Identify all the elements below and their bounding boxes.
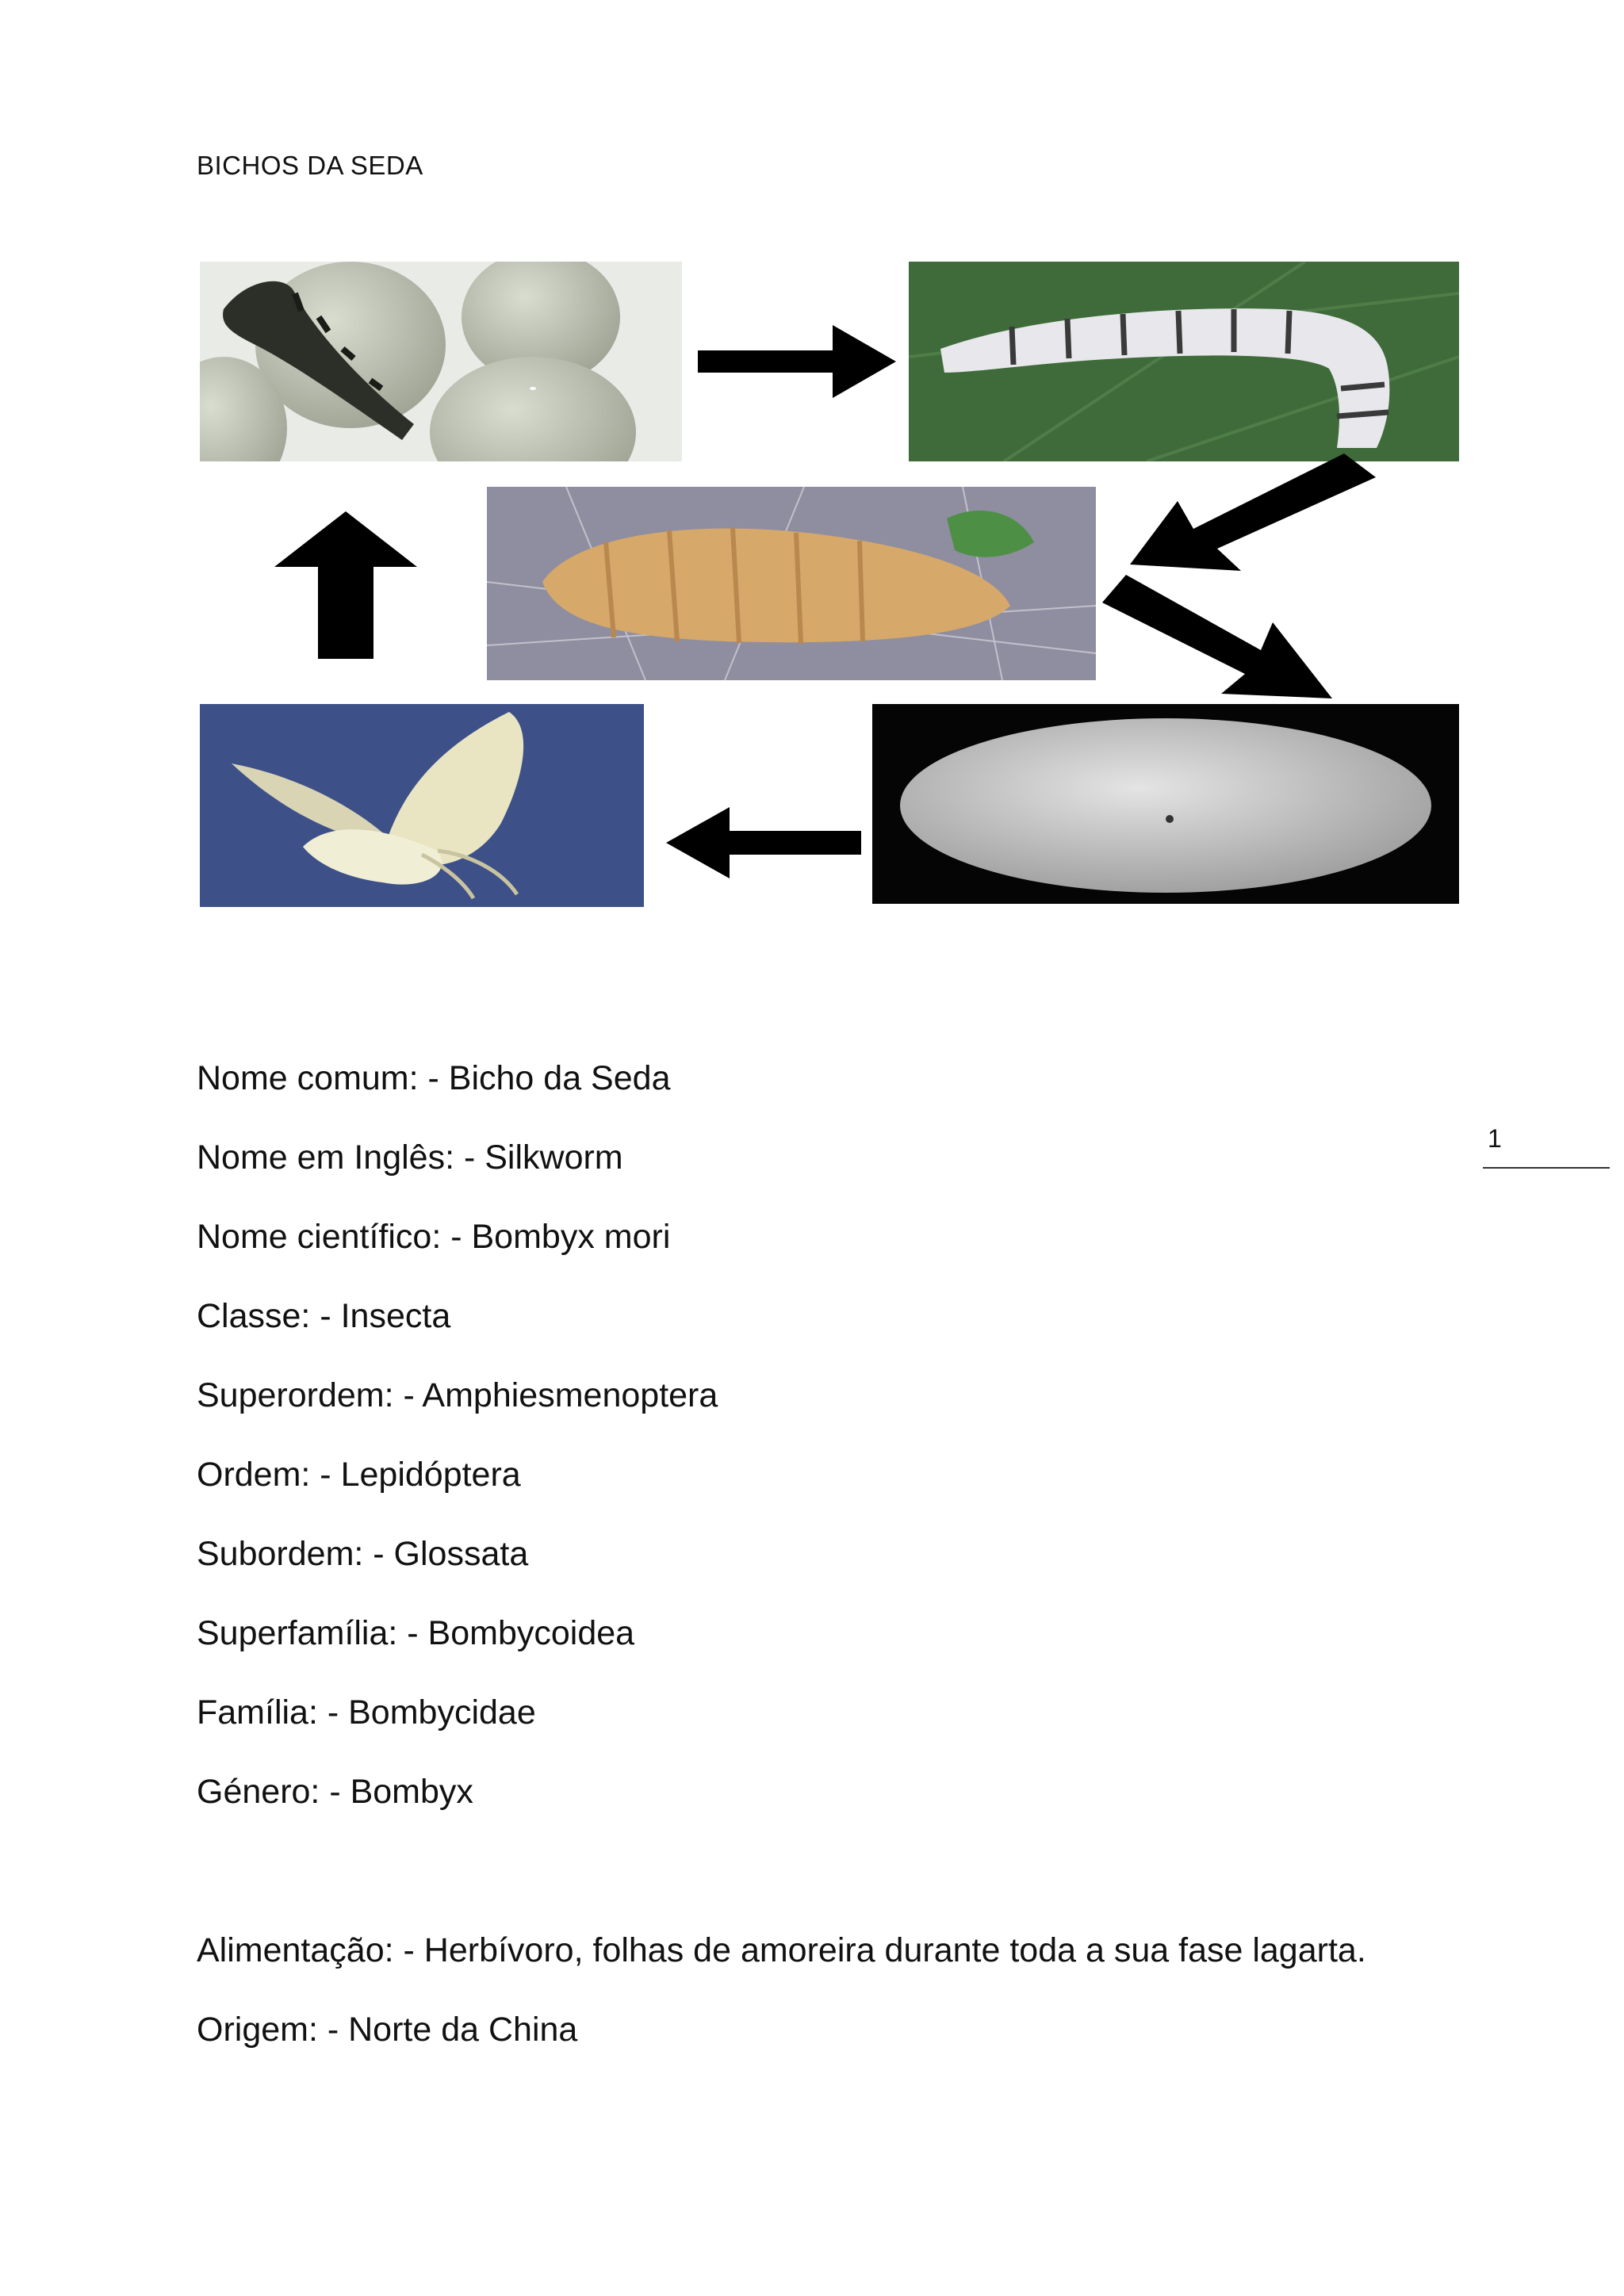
arrow-right-icon: [698, 325, 896, 398]
arrow-left-icon: [666, 807, 861, 878]
field-scientific-name: Nome científico: - Bombyx mori: [197, 1218, 671, 1256]
field-suborder: Subordem: - Glossata: [197, 1535, 529, 1573]
cocoon-photo: [872, 704, 1459, 904]
eggs-photo: [200, 262, 682, 461]
field-origin: Origem: - Norte da China: [197, 2011, 578, 2049]
field-genus: Género: - Bombyx: [197, 1773, 473, 1811]
arrow-down-right-icon: [1102, 575, 1332, 698]
page-number: 1: [1488, 1124, 1502, 1153]
document-header-title: BICHOS DA SEDA: [197, 151, 423, 180]
larva-photo: [909, 262, 1459, 461]
species-info: [197, 1047, 1505, 2077]
page-number-rule: [1483, 1167, 1610, 1169]
field-common-name: Nome comum: - Bicho da Seda: [197, 1059, 671, 1097]
field-superorder: Superordem: - Amphiesmenoptera: [197, 1376, 718, 1414]
field-english-name: Nome em Inglês: - Silkworm: [197, 1138, 623, 1177]
field-superfamily: Superfamília: - Bombycoidea: [197, 1614, 635, 1652]
moth-photo: [200, 704, 644, 907]
field-order: Ordem: - Lepidóptera: [197, 1456, 521, 1494]
arrow-up-icon: [274, 511, 417, 659]
field-family: Família: - Bombycidae: [197, 1693, 536, 1732]
pupa-photo: [487, 487, 1096, 680]
arrow-down-left-icon: [1130, 453, 1376, 571]
field-diet: Alimentação: - Herbívoro, folhas de amoreira durante toda a sua fase lagarta.: [197, 1931, 1366, 1969]
field-class: Classe: - Insecta: [197, 1297, 451, 1335]
spacer: [197, 1839, 1505, 1919]
